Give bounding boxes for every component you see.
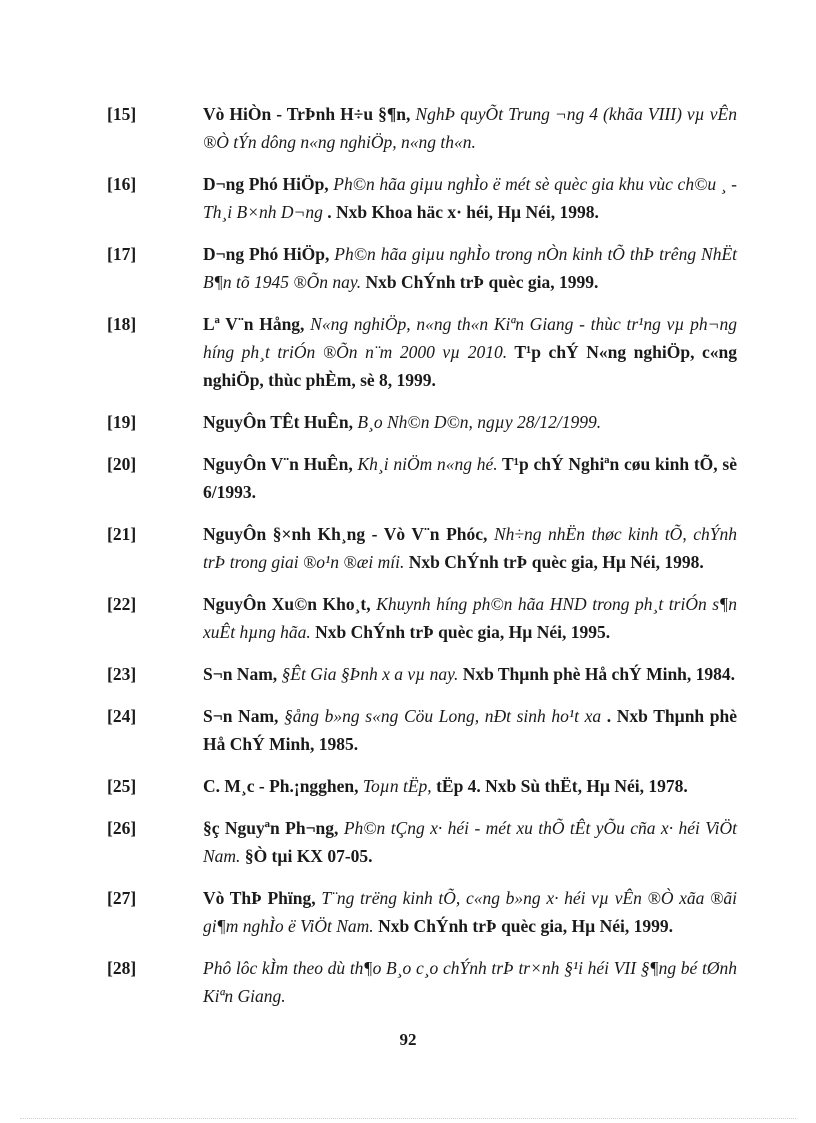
reference-text [203,660,737,688]
page-bottom-divider [20,1118,796,1119]
reference-publisher: . Nxb Khoa häc x· héi, Hµ Néi, 1998. [322,202,599,222]
reference-item [107,772,737,800]
reference-publisher: Nxb ChÝnh trÞ quèc gia, Hµ Néi, 1998. [404,552,704,572]
reference-author: NguyÔn TÊt HuÊn, [203,412,358,432]
reference-title: Ph©n hãa giµu nghÌo ë mét sè quèc gia khu vùc ch©u ¸ - Th¸i B×nh D¬ng [203,174,737,222]
reference-number: [21] [107,524,137,544]
reference-title: Nh÷ng nhËn thøc kinh tÕ, chÝnh trÞ trong giai ®o¹n ®æi míi. [203,524,737,572]
reference-number: [20] [107,454,137,474]
reference-author: NguyÔn V¨n HuÊn, [203,454,358,474]
reference-author: C. M¸c - Ph.¡ngghen, [203,776,363,796]
reference-author: Vò ThÞ Phïng, [203,888,322,908]
reference-author: S¬n Nam, [203,706,285,726]
reference-number: [18] [107,314,137,334]
reference-item [107,954,737,1010]
reference-publisher: §Ò tµi KX 07-05. [240,846,373,866]
reference-text [203,814,737,870]
reference-number: [16] [107,174,137,194]
reference-text [203,590,737,646]
reference-author: S¬n Nam, [203,664,282,684]
reference-author: D¬ng Phó HiÖp, [203,174,334,194]
reference-number: [17] [107,244,137,264]
reference-item [107,520,737,576]
reference-item [107,170,737,226]
reference-title: NghÞ quyÕt Trung ¬ng 4 (khãa VIII) vµ vÊn ®Ò tÝn dông n«ng nghiÖp, n«ng th«n. [203,104,737,152]
reference-text [203,450,737,506]
reference-title: B¸o Nh©n D©n, ngµy 28/12/1999. [357,412,602,432]
reference-number: [15] [107,104,137,124]
reference-text [203,170,737,226]
reference-item [107,240,737,296]
reference-title: Phô lôc kÌm theo dù th¶o B¸o c¸o chÝnh trÞ tr×nh §¹i héi VII §¶ng bé tØnh Kiªn Giang. [203,958,737,1006]
reference-author: NguyÔn Xu©n Kho¸t, [203,594,377,614]
reference-publisher: T¹p chÝ N«ng nghiÖp, c«ng nghiÖp, thùc phÈm, sè 8, 1999. [203,342,737,390]
reference-title: N«ng nghiÖp, n«ng th«n Kiªn Giang - thùc tr¹ng vµ ph¬ng híng ph¸t triÓn ®Õn n¨m 2000 vµ 2010. [203,314,737,362]
reference-item [107,660,737,688]
reference-number: [27] [107,888,137,908]
reference-number: [28] [107,958,137,978]
reference-list [107,100,737,1024]
reference-text [203,100,737,156]
reference-publisher: Nxb ChÝnh trÞ quèc gia, 1999. [361,272,599,292]
reference-number: [25] [107,776,137,796]
reference-publisher: Nxb ChÝnh trÞ quèc gia, Hµ Néi, 1999. [373,916,674,936]
reference-title: Kh¸i niÖm n«ng hé. [357,454,498,474]
reference-author: §ç Nguyªn Ph¬ng, [203,818,344,838]
reference-text [203,240,737,296]
reference-text [203,310,737,394]
reference-publisher: Nxb Thµnh phè Hå chÝ Minh, 1984. [458,664,736,684]
reference-title: T¨ng trëng kinh tÕ, c«ng b»ng x· héi vµ vÊn ®Ò xãa ®ãi gi¶m nghÌo ë ViÖt Nam. [203,888,737,936]
reference-author: NguyÔn §×nh Kh¸ng - Vò V¨n Phóc, [203,524,494,544]
reference-title: Ph©n tÇng x· héi - mét xu thÕ tÊt yÕu cña x· héi ViÖt Nam. [203,818,737,866]
reference-item [107,702,737,758]
reference-text [203,520,737,576]
reference-author: Lª V¨n Hång, [203,314,311,334]
reference-title: §ång b»ng s«ng Cöu Long, nÐt sinh ho¹t xa [284,706,602,726]
reference-text [203,884,737,940]
reference-title: Khuynh híng ph©n hãa HND trong ph¸t triÓn s¶n xuÊt hµng hãa. [203,594,737,642]
reference-publisher: Nxb ChÝnh trÞ quèc gia, Hµ Néi, 1995. [310,622,611,642]
reference-item [107,408,737,436]
reference-item [107,884,737,940]
reference-item [107,100,737,156]
reference-number: [24] [107,706,137,726]
reference-item [107,450,737,506]
reference-publisher: tËp 4. Nxb Sù thËt, Hµ Néi, 1978. [431,776,688,796]
reference-number: [26] [107,818,137,838]
reference-author: D¬ng Phó HiÖp, [203,244,335,264]
reference-item [107,590,737,646]
reference-title: Ph©n hãa giµu nghÌo trong nÒn kinh tÕ thÞ trêng NhËt B¶n tõ 1945 ®Õn nay. [203,244,737,292]
reference-item [107,814,737,870]
reference-number: [22] [107,594,137,614]
reference-title: §Êt Gia §Þnh x a vµ nay. [281,664,459,684]
reference-publisher: T¹p chÝ Nghiªn cøu kinh tÕ, sè 6/1993. [203,454,737,502]
reference-text [203,772,737,800]
reference-title: Toµn tËp, [362,776,432,796]
reference-item [107,310,737,394]
page-number: 92 [399,1030,417,1049]
reference-number: [19] [107,412,137,432]
reference-author: Vò HiÒn - TrÞnh H÷u §¶n, [203,104,416,124]
reference-text [203,702,737,758]
reference-publisher: . Nxb Thµnh phè Hå ChÝ Minh, 1985. [203,706,738,754]
reference-text [203,408,737,436]
reference-number: [23] [107,664,137,684]
reference-text [203,954,737,1010]
